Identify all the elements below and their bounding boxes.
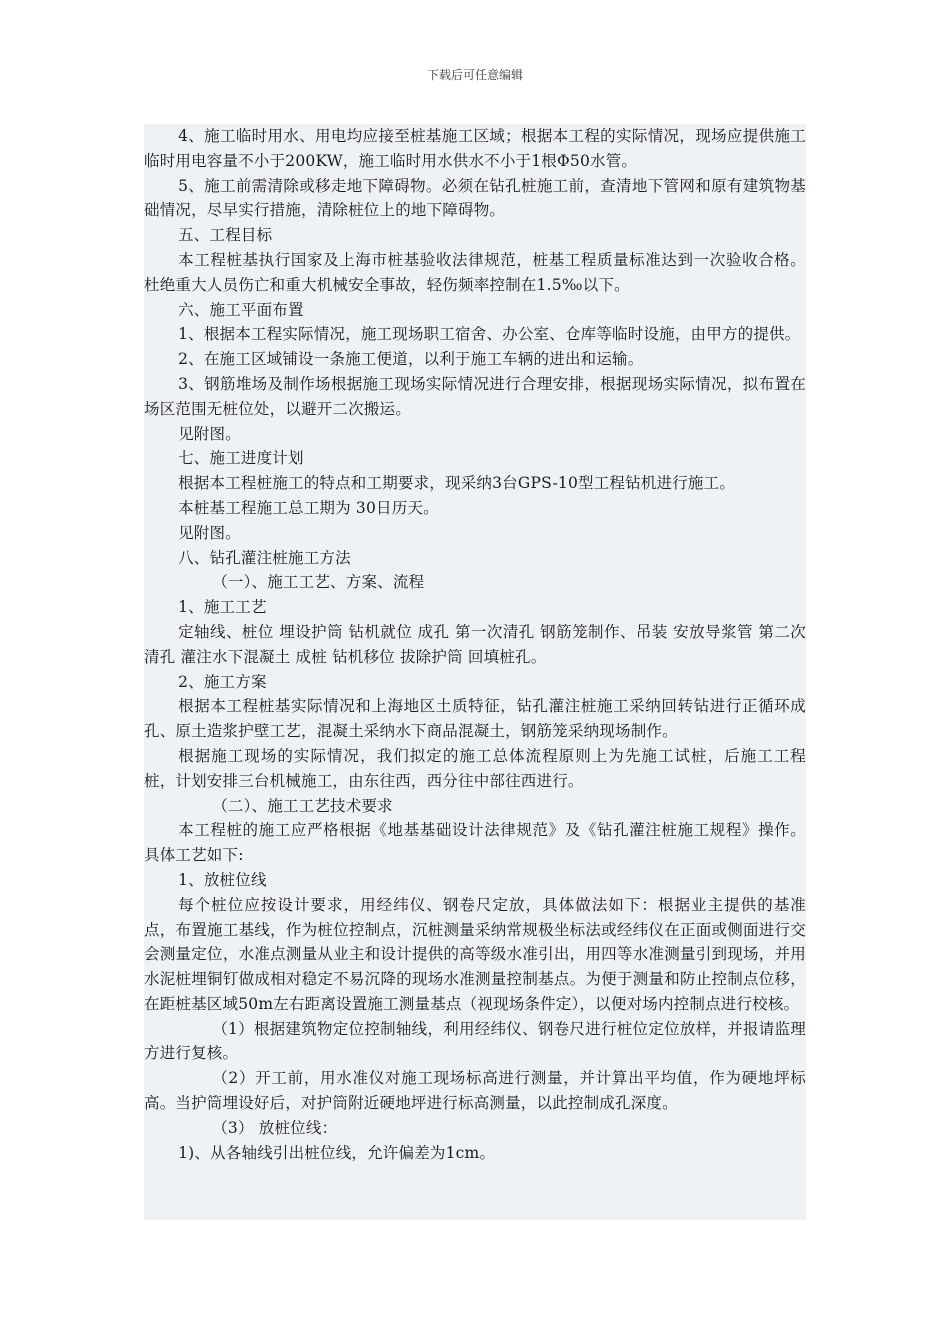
- paragraph: 5、施工前需清除或移走地下障碍物。必须在钻孔桩施工前，查清地下管网和原有建筑物基础情况，尽早实行措施，清除桩位上的地下障碍物。: [144, 176, 806, 220]
- section-heading: 六、施工平面布置: [178, 300, 304, 319]
- subsection-heading: （一）、施工工艺、方案、流程: [212, 573, 425, 592]
- paragraph: 根据本工程桩施工的特点和工期要求，现采纳3台GPS-10型工程钻机进行施工。: [178, 474, 736, 493]
- subsection-heading: （二）、施工工艺技术要求: [212, 796, 393, 815]
- section-heading: 八、钻孔灌注桩施工方法: [178, 548, 351, 567]
- document-body: [144, 124, 806, 1220]
- paragraph: 1、根据本工程实际情况，施工现场职工宿舍、办公室、仓库等临时设施，由甲方的提供。: [178, 325, 801, 344]
- paragraph: 每个桩位应按设计要求，用经纬仪、钢卷尺定放，具体做法如下：根据业主提供的基准点，布置施工基线，作为桩位控制点，沉桩测量采纳常规极坐标法或经纬仪在正面或侧面进行交会测量定位，水准点测量从业主和设计提供的高等级水准引出，用四等水准测量引到现场，并用水泥桩埋铜钉做成相对稳定不易沉降的现场水准测量控制基点。为便于测量和防止控制点位移，在距桩基区域50m左右距离设置施工测量基点（视现场条件定），以便对场内控制点进行校核。: [144, 895, 806, 1013]
- paragraph: 3、钢筋堆场及制作场根据施工现场实际情况进行合理安排，根据现场实际情况，拟布置在场区范围无桩位处，以避开二次搬运。: [144, 374, 806, 418]
- paragraph: 本工程桩基执行国家及上海市桩基验收法律规范，桩基工程质量标准达到一次验收合格。杜绝重大人员伤亡和重大机械安全事故，轻伤频率控制在1.5‰以下。: [144, 250, 806, 294]
- paragraph: 本工程桩的施工应严格根据《地基基础设计法律规范》及《钻孔灌注桩施工规程》操作。具体工艺如下:: [144, 821, 806, 865]
- paragraph: （3） 放桩位线：: [212, 1118, 338, 1137]
- paragraph: （1）根据建筑物定位控制轴线，利用经纬仪、钢卷尺进行桩位定位放样，并报请监理方进行复核。: [144, 1019, 806, 1063]
- paragraph: 根据本工程桩基实际情况和上海地区土质特征，钻孔灌注桩施工采纳回转钻进行正循环成孔、原土造浆护壁工艺，混凝土采纳水下商品混凝土，钢筋笼采纳现场制作。: [144, 697, 806, 741]
- section-heading: 五、工程目标: [178, 226, 273, 245]
- paragraph: 本桩基工程施工总工期为 30日历天。: [178, 498, 439, 517]
- paragraph: 根据施工现场的实际情况，我们拟定的施工总体流程原则上为先施工试桩，后施工工程桩，计划安排三台机械施工，由东往西，西分往中部往西进行。: [144, 746, 806, 790]
- section-heading: 七、施工进度计划: [178, 449, 304, 468]
- paragraph: 1)、从各轴线引出桩位线，允许偏差为1cm。: [178, 1143, 496, 1162]
- paragraph: 2、在施工区域铺设一条施工便道，以利于施工车辆的进出和运输。: [178, 350, 644, 369]
- item-heading: 1、施工工艺: [178, 598, 267, 617]
- paragraph: 定轴线、桩位 埋设护筒 钻机就位 成孔 第一次清孔 钢筋笼制作、吊装 安放导浆管 第二次清孔 灌注水下混凝土 成桩 钻机移位 拔除护筒 回填桩孔。: [144, 622, 806, 666]
- item-heading: 2、施工方案: [178, 672, 267, 691]
- item-heading: 1、放桩位线: [178, 870, 267, 889]
- paragraph: 4、施工临时用水、用电均应接至桩基施工区域；根据本工程的实际情况，现场应提供施工临时用电容量不小于200KW，施工临时用水供水不小于1根Φ50水管。: [144, 127, 806, 170]
- paragraph: 见附图。: [178, 424, 241, 443]
- page-header: 下载后可任意编辑: [426, 68, 523, 82]
- paragraph: （2）开工前，用水准仪对施工现场标高进行测量，并计算出平均值，作为硬地坪标高。当护筒埋设好后，对护筒附近硬地坪进行标高测量，以此控制成孔深度。: [144, 1069, 806, 1113]
- paragraph: 见附图。: [178, 523, 241, 542]
